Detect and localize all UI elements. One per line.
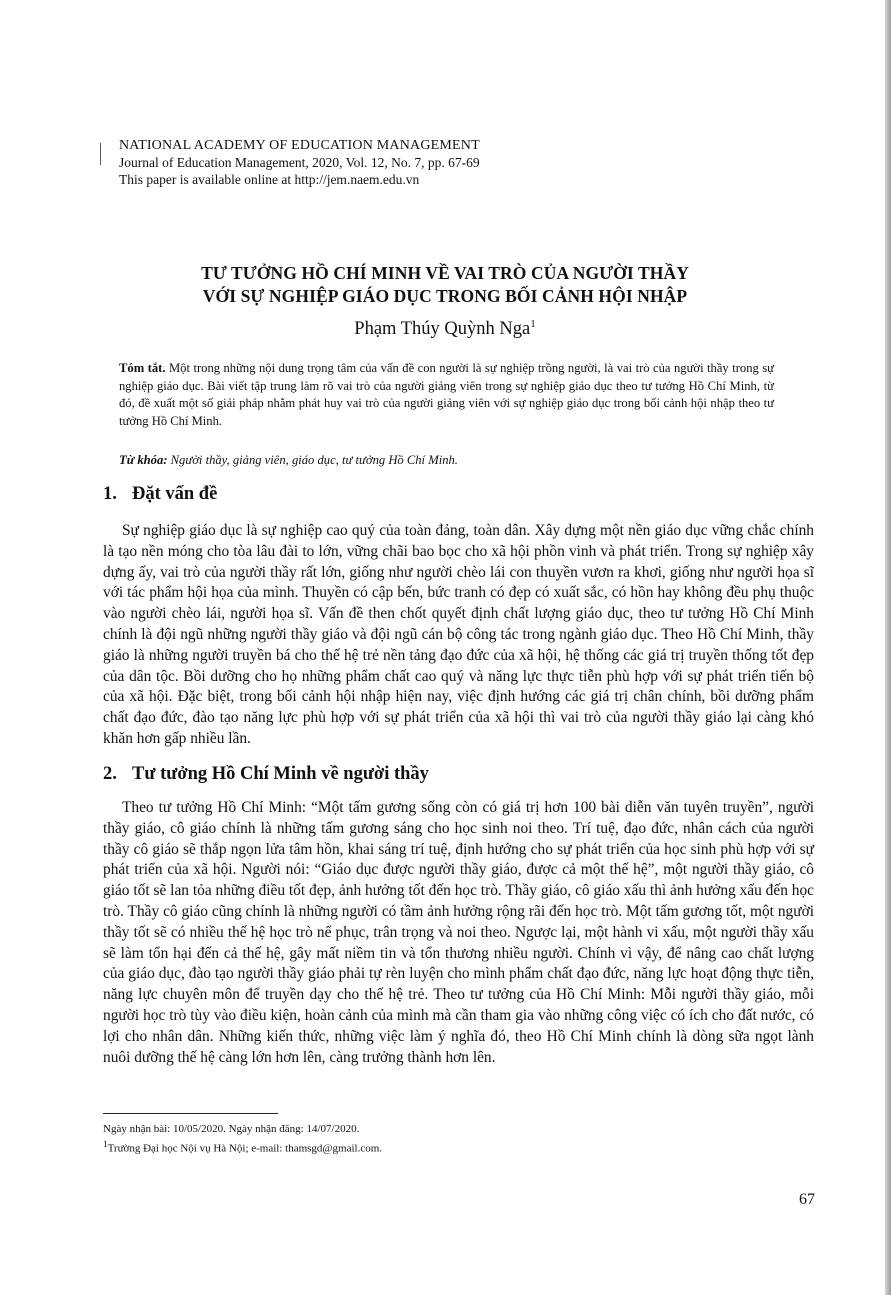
footnote-affiliation-line xyxy=(103,1137,382,1157)
title-line-1: TƯ TƯỞNG HỒ CHÍ MINH VỀ VAI TRÒ CỦA NGƯỜI THẦY xyxy=(201,263,689,283)
journal-info: Journal of Education Management, 2020, Vol. 12, No. 7, pp. 67-69 xyxy=(119,155,480,170)
scan-edge-shadow xyxy=(885,0,891,1295)
article-title xyxy=(120,262,770,308)
organization-name: NATIONAL ACADEMY OF EDUCATION MANAGEMENT xyxy=(119,138,480,153)
section-title: Đặt vấn đề xyxy=(132,484,218,504)
footnote-dates: Ngày nhận bài: 10/05/2020. Ngày nhận đăng: 14/07/2020. xyxy=(103,1123,360,1135)
affiliation-text: Trường Đại học Nội vụ Hà Nội; e-mail: thamsgd@gmail.com. xyxy=(107,1142,383,1155)
abstract xyxy=(119,360,774,430)
section-heading-2 xyxy=(103,764,429,785)
keywords-label: Từ khóa: xyxy=(119,453,168,467)
section-number: 2. xyxy=(103,764,117,784)
author-name: Phạm Thúy Quỳnh Nga xyxy=(354,319,531,340)
keywords-text: Người thầy, giảng viên, giáo dục, tư tưởng Hồ Chí Minh. xyxy=(167,453,458,467)
availability-line: This paper is available online at http://jem.naem.edu.vn xyxy=(119,172,420,187)
title-line-2: VỚI SỰ NGHIỆP GIÁO DỤC TRONG BỐI CẢNH HỘI NHẬP xyxy=(202,286,688,306)
section-heading-1 xyxy=(103,484,217,505)
journal-masthead xyxy=(119,137,480,188)
footnotes xyxy=(103,1122,382,1157)
author-line xyxy=(120,318,770,340)
gutter-mark xyxy=(100,143,101,165)
footnote-divider xyxy=(103,1113,278,1114)
abstract-text: Một trong những nội dung trọng tâm của vấn đề con người là sự nghiệp trồng người, là vai trò của người thầy trong sự nghiệp giáo dục. Bài viết tập trung làm rõ vai trò của người giảng viên trong sự nghiệp giáo dục theo tư tưởng Hồ Chí Minh, từ đó, đề xuất một số giải pháp nhằm phát huy vai trò của người giảng viên với sự nghiệp giáo dục trong bối cảnh hội nhập theo tư tưởng Hồ Chí Minh. xyxy=(119,361,774,428)
page-number: 67 xyxy=(799,1191,815,1208)
author-footnote-mark: 1 xyxy=(530,318,536,330)
keywords xyxy=(119,453,774,468)
abstract-label: Tóm tắt. xyxy=(119,361,166,375)
section-number: 1. xyxy=(103,484,117,504)
affiliation-mark: 1 xyxy=(103,1139,108,1149)
section-title: Tư tưởng Hồ Chí Minh về người thầy xyxy=(132,764,429,784)
section-2-paragraph: Theo tư tưởng Hồ Chí Minh: “Một tấm gương sống còn có giá trị hơn 100 bài diễn văn tuyên truyền”, người thầy giáo, cô giáo chính là những tấm gương sáng cho học sinh noi theo. Trí tuệ, đạo đức, nhân cách của người thầy cô giáo sẽ thắp ngọn lửa tâm hồn, khai sáng trí tuệ, định hướng cho sự phát triển của học sinh phù hợp với sự phát triển của xã hội. Người nói: “Giáo dục được người thầy giáo, được cả một thế hệ”, một người thầy giáo, cô giáo tốt sẽ lan tỏa những điều tốt đẹp, ảnh hưởng tốt đến học trò. Thầy giáo, cô giáo xấu thì ảnh hưởng xấu đến học trò. Thầy cô giáo cũng chính là những người có tầm ảnh hưởng rộng rãi đến học trò. Một tấm gương tốt, một người thầy tốt sẽ có nhiều thế hệ học trò nể phục, trân trọng và noi theo. Ngược lại, một hành vi xấu, một người thầy xấu sẽ làm tổn hại đến cả thế hệ, gây mất niềm tin và tổn thương nhiều người. Chính vì vậy, để nâng cao chất lượng của giáo dục, đào tạo người thầy giáo phải tự rèn luyện cho mình phẩm chất đạo đức, năng lực hoạt động thực tiễn, năng lực chuyên môn để truyền dạy cho thế hệ trẻ. Theo tư tưởng của Hồ Chí Minh: Mỗi người thầy giáo, mỗi người học trò tùy vào điều kiện, hoàn cảnh của mình mà cần tham gia vào những công việc có ích cho đất nước, có lợi cho nhân dân. Những kiến thức, những việc làm ý nghĩa đó, theo Hồ Chí Minh chính là dòng sữa ngọt lành nuôi dưỡng thế hệ càng lớn hơn lên, càng trưởng thành hơn lên. xyxy=(103,799,814,1066)
section-1-paragraph: Sự nghiệp giáo dục là sự nghiệp cao quý của toàn đảng, toàn dân. Xây dựng một nền giáo dục vững chắc chính là tạo nền móng cho tòa lâu đài to lớn, vững chãi bao bọc cho xã hội phồn vinh và phát triển. Trong sự nghiệp xây dựng ấy, vai trò của người thầy rất lớn, giống như người chèo lái con thuyền vươn ra khơi, giống như người họa sĩ với tác phẩm hội họa của mình. Thuyền có cập bến, bức tranh có đẹp có xuất sắc, có hồn hay không đều phụ thuộc vào người chèo lái, người họa sĩ. Vấn đề then chốt quyết định chất lượng giáo dục, theo tư tưởng Hồ Chí Minh chính là đội ngũ những người thầy giáo và đội ngũ cán bộ công tác trong ngành giáo dục. Theo Hồ Chí Minh, thầy giáo là những người truyền bá cho thế hệ trẻ nền tảng đạo đức của xã hội, hệ thống các giá trị truyền thống tốt đẹp của dân tộc. Bồi dưỡng cho họ những phẩm chất cao quý và năng lực thực tiễn phù hợp với sự phát triển tiến bộ của xã hội. Đặc biệt, trong bối cảnh hội nhập hiện nay, việc định hướng các giá trị chân chính, bồi dưỡng phẩm chất đạo đức, đào tạo năng lực phù hợp với sự phát triển của xã hội thì vai trò của người thầy giáo lại càng khó khăn hơn gấp nhiều lần. xyxy=(103,522,814,747)
